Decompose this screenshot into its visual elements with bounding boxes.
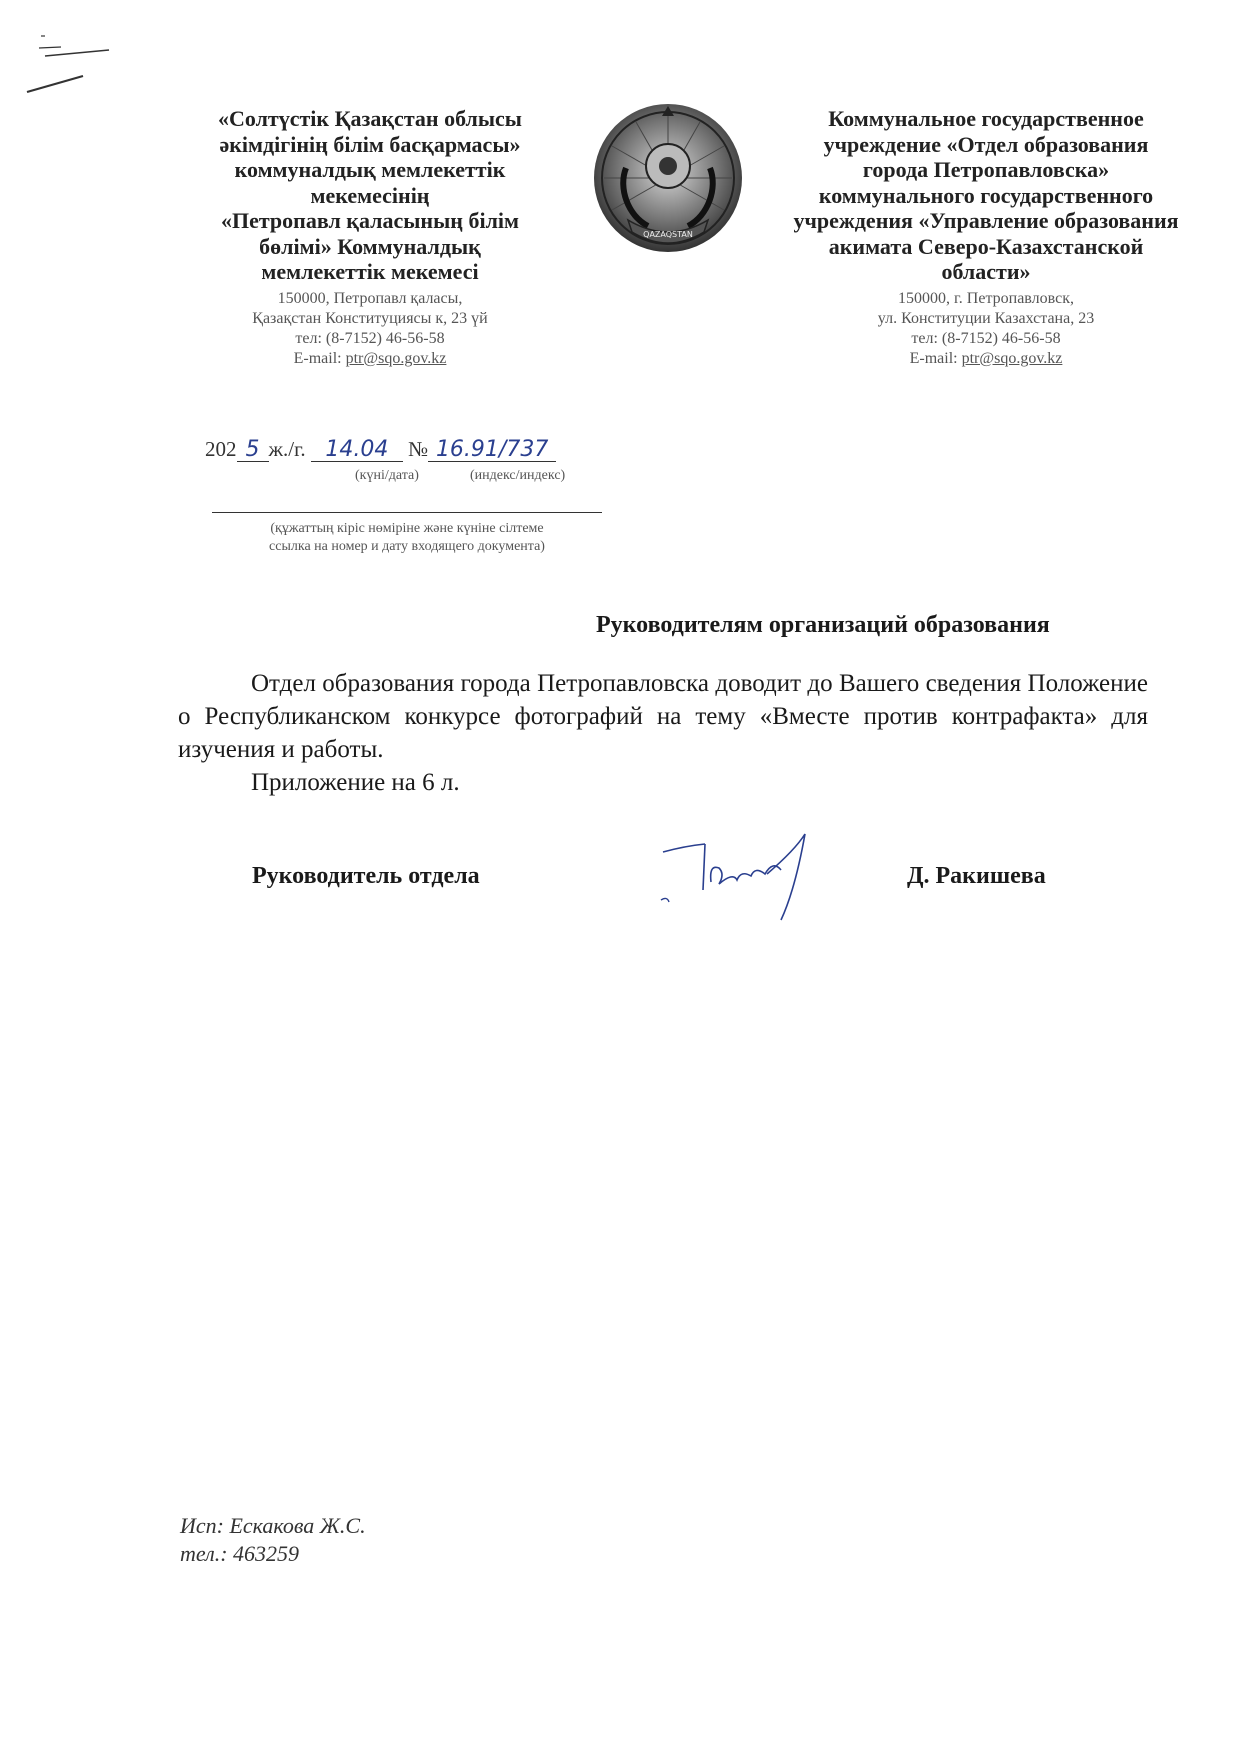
header-kazakh [180, 106, 560, 369]
org-name-kz: «Солтүстік Қазақстан облысы әкімдігінің білім басқармасы» коммуналдық мемлекеттік мекемесінің «Петропавл қаласының білім бөлімі» Коммуналдық мемлекеттік мекемесі [217, 106, 522, 284]
date-caption: (күні/дата) [355, 468, 419, 483]
email-link-ru[interactable]: ptr@sqo.gov.kz [961, 349, 1063, 367]
body-paragraph: Отдел образования города Петропавловска доводит до Вашего сведения Положение о Республиканском конкурсе фотографий на тему «Вместе против контрафакта» для изучения и работы. [178, 670, 1148, 763]
org-name-ru: Коммунальное государственное учреждение «Отдел образования города Петропавловска» коммунального государственного учреждения «Управление образования акимата Северо-Казахстанской области» [793, 106, 1179, 284]
outgoing-reference: 202 5 ж./г. 14.04 № 16.91/737 [205, 437, 556, 462]
emblem-text: QAZAQSTAN [643, 230, 693, 239]
address-kz: 150000, Петропавл қаласы, Қазақстан Конституциясы к, 23 үй тел: (8-7152) 46-56-58 E-mail: ptr@sqo.gov.kz [180, 289, 560, 369]
handwritten-signature [655, 830, 825, 930]
date-handwritten: 14.04 [311, 439, 403, 462]
corner-pen-marks [25, 30, 125, 110]
year-digit-handwritten: 5 [237, 439, 269, 462]
email-link-kz[interactable]: ptr@sqo.gov.kz [345, 349, 447, 367]
incoming-reference-note: (құжаттың кіріс нөміріне және күніне сілтеме ссылка на номер и дату входящего документа) [269, 521, 545, 554]
index-caption: (индекс/индекс) [470, 468, 566, 483]
address-ru: 150000, г. Петропавловск, ул. Конституции Казахстана, 23 тел: (8-7152) 46-56-58 E-mail: ptr@sqo.gov.kz [756, 289, 1216, 369]
kazakhstan-emblem-icon [588, 98, 748, 258]
signatory-name: Д. Ракишева [907, 863, 1046, 889]
attachment-note: Приложение на 6 л. [251, 769, 460, 796]
executor-info: Исп: Ескакова Ж.С. тел.: 463259 [180, 1513, 366, 1566]
signatory-title: Руководитель отдела [252, 863, 480, 889]
index-handwritten: 16.91/737 [428, 439, 556, 462]
email-kz: E-mail: ptr@sqo.gov.kz [293, 349, 447, 367]
header-russian [756, 106, 1216, 369]
incoming-reference-line [212, 512, 602, 513]
email-ru: E-mail: ptr@sqo.gov.kz [909, 349, 1063, 367]
addressee: Руководителям организаций образования [596, 612, 1050, 638]
letter-body [178, 667, 1148, 799]
